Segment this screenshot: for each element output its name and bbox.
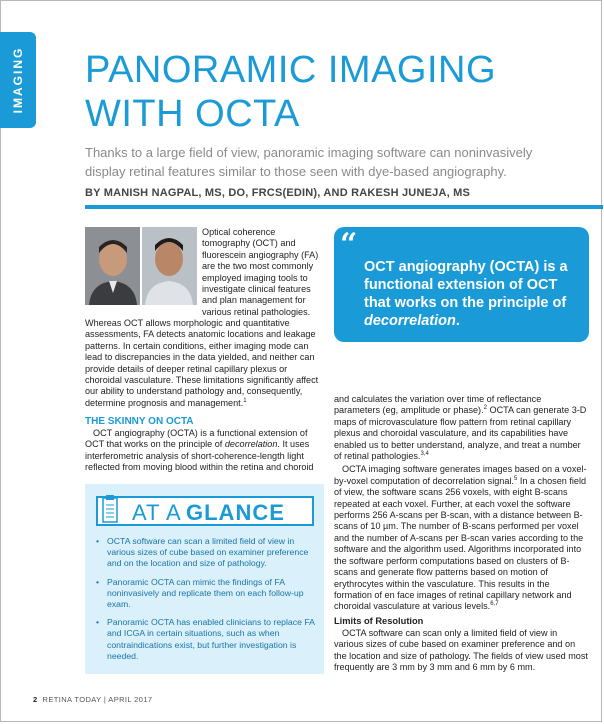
col2-p2b-text: In a chosen field of view, the software scans 256 voxels, with eight B-scans repeated at each voxel. Further, at each voxel the software performs 256 A-scans per B-scan, with a distance between B-scans of 10 µm. The number of B-scans performed per voxel and the number of A-scans per B-scan varies according to the software and the algorithm used. Algorithms incorporated into the software perform computations based on clusters of B-scans and generate flow patterns based on motion of erythrocytes within the vasculature. This results in the formation of en face images of retinal capillary network and choroidal vasculature at various levels. <box>334 475 587 612</box>
article-dek: Thanks to a large field of view, panoramic imaging software can noninvasively display retinal features similar to those seen with dye-based angiography. <box>85 145 533 179</box>
right-column-lower <box>334 628 588 674</box>
glance-heading-at: AT A <box>132 500 182 525</box>
intro-paragraph-1: Optical coherence tomography (OCT) and fluorescein angiography (FA) are the two most commonly employed imaging tools to investigate clinical features and plan management for various retinal pathologies. <box>202 227 319 317</box>
citation-ref: 5 <box>513 475 518 482</box>
list-item: • OCTA software can scan a limited field of view in various sizes of cube based on examiner preference and on the location and size of pathology. <box>95 536 315 570</box>
author-portrait-icon <box>142 227 197 305</box>
article-title <box>85 48 496 136</box>
intro-paragraph-2-text: Whereas OCT allows morphologic and quantitative assessments, FA detects anatomic locations and leakage patterns. In certain conditions, either imaging mode can lead to discrepancies in the data yielded, and neither can provide details of deeper retinal capillary plexus or choroidal vasculature. These limitations significantly affect our ability to understand pathology and, consequently, determine prognosis and management. <box>85 318 319 408</box>
byline: BY MANISH NAGPAL, MS, DO, FRCS(EDIN), AND RAKESH JUNEJA, MS <box>85 187 471 199</box>
subsection-heading: Limits of Resolution <box>334 616 424 626</box>
pull-quote-text <box>364 258 574 330</box>
section-tab-label: IMAGING <box>11 46 25 114</box>
glance-heading-glance: GLANCE <box>186 500 285 525</box>
quote-mark-icon: “ <box>340 227 358 262</box>
col2-p1b-text: OCTA can generate 3-D maps of microvasculature flow pattern from retinal capillary plexus and choroidal vasculature, and its capabilities have enabled us to better understand, analyze, and treat a number of retinal pathologies. <box>334 405 587 462</box>
section-text-end: . It uses interferometric analysis of short-coherence-length light reflected from moving blood within the retina and choroid <box>85 439 314 473</box>
col2-p1-text: and calculates the variation over time of reflectance parameters (eg, amplitude or phase). <box>334 394 542 416</box>
citation-ref: 6,7 <box>490 601 499 608</box>
section-paragraph <box>85 428 325 474</box>
section-text-start: OCT angiography (OCTA) is a functional extension of OCT that works on the principle of <box>85 428 308 450</box>
page-number: 2 <box>33 695 38 704</box>
col2-paragraph-1 <box>334 394 588 462</box>
section-heading: THE SKINNY ON OCTA <box>85 416 194 427</box>
pull-quote <box>334 227 589 342</box>
at-a-glance-box <box>85 484 324 674</box>
citation-ref: 1 <box>243 397 247 404</box>
col2-paragraph-2 <box>334 464 588 612</box>
right-column <box>334 394 588 615</box>
page-footer <box>33 695 152 704</box>
citation-ref: 2 <box>483 405 487 412</box>
journal-name: RETINA TODAY | APRIL 2017 <box>42 695 153 704</box>
section-tab <box>0 32 36 128</box>
glance-header <box>96 496 314 526</box>
title-line-1: PANORAMIC IMAGING <box>85 49 497 91</box>
title-line-2: WITH OCTA <box>85 93 300 135</box>
clipboard-icon <box>102 493 118 523</box>
section-text-emphasis: decorrelation <box>224 439 278 450</box>
author-photo-1 <box>85 227 140 305</box>
author-portrait-icon <box>85 227 140 305</box>
author-photo-2 <box>142 227 197 305</box>
citation-ref: 3,4 <box>420 451 429 457</box>
divider-rule <box>85 205 603 209</box>
intro-paragraph-2 <box>85 318 325 409</box>
pull-quote-text-main: OCT angiography (OCTA) is a functional extension of OCT that works on the principle of <box>364 259 568 311</box>
list-item: • Panoramic OCTA has enabled clinicians to replace FA and ICGA in certain situations, such as when contraindications exist, but further investigation is needed. <box>95 617 315 662</box>
col2-p2-text: OCTA imaging software generates images based on a voxel-by-voxel computation of decorrelation signal. <box>334 464 587 486</box>
list-item: • Panoramic OCTA can mimic the findings of FA noninvasively and replicate them on each follow-up exam. <box>95 577 315 611</box>
glance-list <box>95 536 315 669</box>
pull-quote-end: . <box>455 313 460 329</box>
pull-quote-emphasis: decorrelation <box>364 313 456 329</box>
col2-paragraph-3: OCTA software can scan only a limited field of view in various sizes of cube based on examiner preference and on the location and size of pathology. The fields of view used most frequently are 3 mm by 3 mm and 6 mm by 6 mm. <box>334 628 588 673</box>
